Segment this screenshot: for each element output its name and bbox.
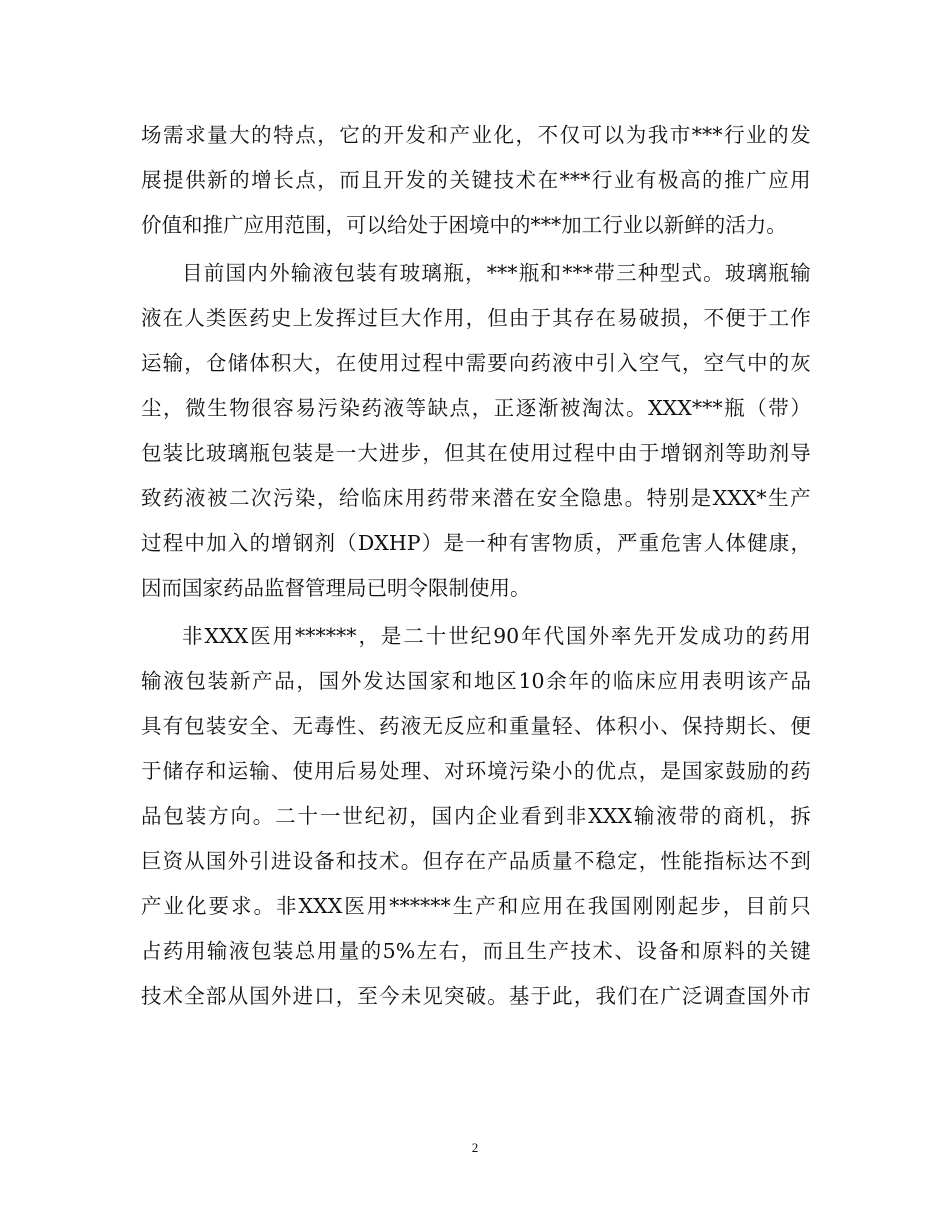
text-line: 展 提 供 新 的 增 长 点 ， 而 且 开 发 的 关 键 技 术 在 *** 行 业 有 极 高 的 推 广 应 用 [141,168,811,192]
text-line: 因而国家药品监督管理局已明令限制使用。 [141,576,531,600]
text-line: 占 药 用 输 液 包 装 总 用 量 的 5% 左 右 ， 而 且 生 产 技 术 、 设 备 和 原 料 的 关 键 [141,939,811,963]
paragraph-infusion-packaging [141,251,811,611]
paragraph-continuation [141,113,811,248]
page-number: 2 [471,1140,479,1155]
text-line: 具 有 包 装 安 全 、 无 毒 性 、 药 液 无 反 应 和 重 量 轻 、 体 积 小 、 保 持 期 长 、 便 [141,714,811,738]
body-text [141,113,811,1019]
text-line: 液 在 人 类 医 药 史 上 发 挥 过 巨 大 作 用 ， 但 由 于 其 存 在 易 破 损 ， 不 便 于 工 作 [141,306,811,330]
text-line: 价值和推广应用范围，可以给处于困境中的***加工行业以新鲜的活力。 [141,213,787,237]
text-line: 运 输 ， 仓 储 体 积 大 ， 在 使 用 过 程 中 需 要 向 药 液 中 引 入 空 气 ， 空 气 中 的 灰 [141,351,811,375]
paragraph-non-xxx-medical [141,614,811,1019]
text-line: 技 术 全 部 从 国 外 进 口 ， 至 今 未 见 突 破 。 基 于 此 ， 我 们 在 广 泛 调 查 国 外 市 [141,984,811,1008]
text-line: 非 XXX 医 用 ****** ， 是 二 十 世 纪 90 年 代 国 外 率 先 开 发 成 功 的 药 用 [182,624,811,648]
text-line: 尘 ， 微 生 物 很 容 易 污 染 药 液 等 缺 点 ， 正 逐 渐 被 淘 汰 。 XXX*** 瓶 （ 带 ） [141,396,811,420]
text-line: 场 需 求 量 大 的 特 点 ， 它 的 开 发 和 产 业 化 ， 不 仅 可 以 为 我 市 *** 行 业 的 发 [141,123,811,147]
text-line: 巨 资 从 国 外 引 进 设 备 和 技 术 。 但 存 在 产 品 质 量 不 稳 定 ， 性 能 指 标 达 不 到 [141,849,811,873]
text-line: 致 药 液 被 二 次 污 染 ， 给 临 床 用 药 带 来 潜 在 安 全 隐 患 。 特 别 是 XXX* 生 产 [141,486,811,510]
text-line: 包 装 比 玻 璃 瓶 包 装 是 一 大 进 步 ， 但 其 在 使 用 过 程 中 由 于 增 钢 剂 等 助 剂 导 [141,441,811,465]
text-line: 产 业 化 要 求 。 非 XXX 医 用 ****** 生 产 和 应 用 在 我 国 刚 刚 起 步 ， 目 前 只 [141,894,811,918]
text-line: 目 前 国 内 外 输 液 包 装 有 玻 璃 瓶 ， *** 瓶 和 *** 带 三 种 型 式 。 玻 璃 瓶 输 [182,261,811,285]
text-line: 品 包 装 方 向 。 二 十 一 世 纪 初 ， 国 内 企 业 看 到 非 XXX 输 液 带 的 商 机 ， 拆 [141,804,811,828]
text-line: 于 储 存 和 运 输 、 使 用 后 易 处 理 、 对 环 境 污 染 小 的 优 点 ， 是 国 家 鼓 励 的 药 [141,759,811,783]
text-line: 输 液 包 装 新 产 品 ， 国 外 发 达 国 家 和 地 区 10 余 年 的 临 床 应 用 表 明 该 产 品 [141,669,811,693]
text-line: 过 程 中 加 入 的 增 钢 剂 （ DXHP ） 是 一 种 有 害 物 质 ， 严 重 危 害 人 体 健 康 ， [141,531,811,555]
